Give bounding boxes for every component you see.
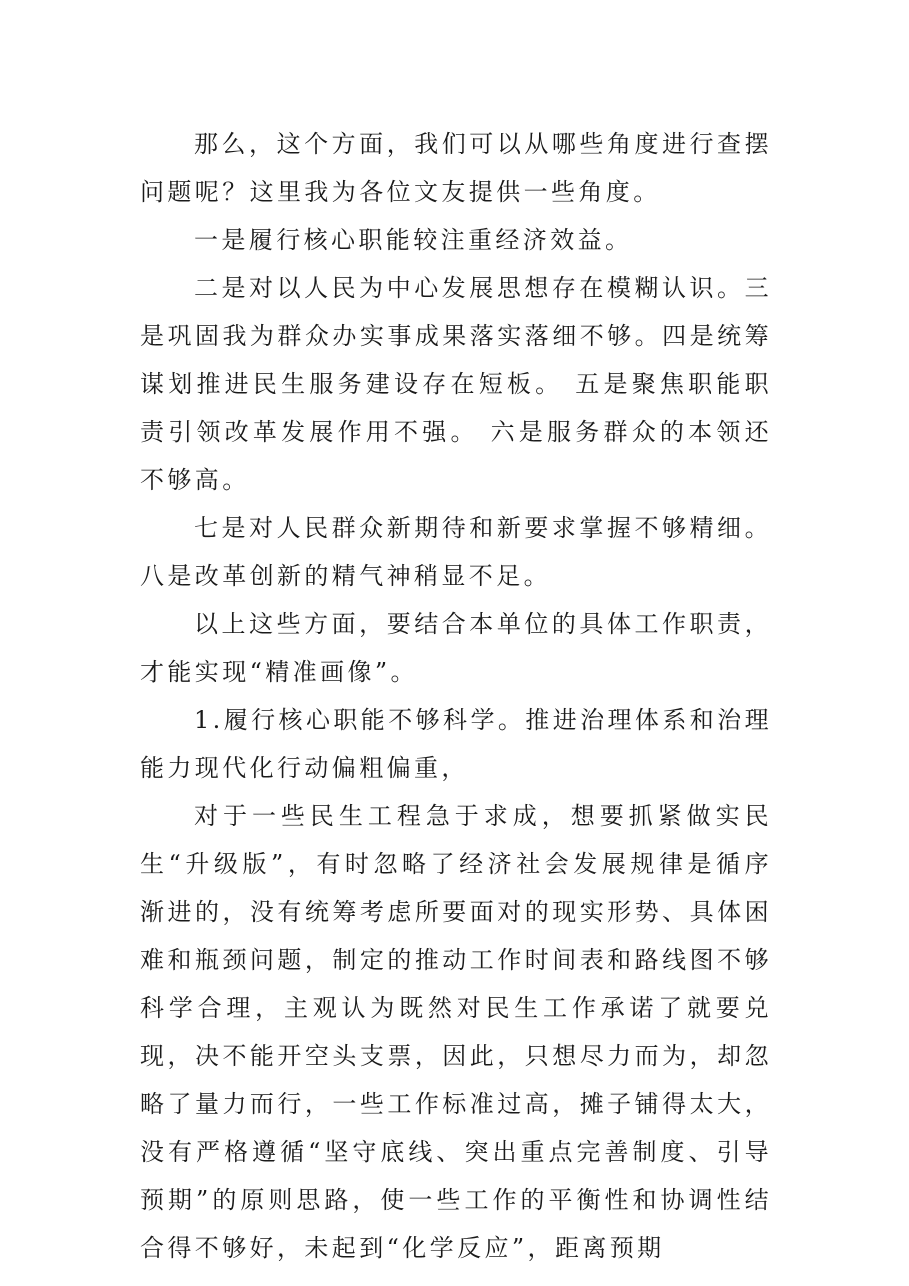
paragraph-point-one: 一是履行核心职能较注重经济效益。 xyxy=(194,226,633,254)
paragraph-points-seven-eight: 七是对人民群众新期待和新要求掌握不够精细。八是改革创新的精气神稍显不足。 xyxy=(140,514,772,590)
paragraph-summary: 以上这些方面，要结合本单位的具体工作职责，才能实现“精准画像”。 xyxy=(140,610,772,686)
paragraph-item-one-heading: 1.履行核心职能不够科学。推进治理体系和治理能力现代化行动偏粗偏重， xyxy=(140,706,772,782)
paragraph-item-one-body: 对于一些民生工程急于求成，想要抓紧做实民生“升级版”，有时忽略了经济社会发展规律是循序渐进的，没有统筹考虑所要面对的现实形势、具体困难和瓶颈问题，制定的推动工作时间表和路线图不够科学合理，主观认为既然对民生工作承诺了就要兑现，决不能开空头支票，因此，只想尽力而为，却忽略了量力而行，一些工作标准过高，摊子铺得太大，没有严格遵循“坚守底线、突出重点完善制度、引导预期”的原则思路，使一些工作的平衡性和协调性结合得不够好，未起到“化学反应”，距离预期 xyxy=(140,802,772,1262)
document-page xyxy=(140,120,772,1272)
paragraph-points-two-to-six: 二是对以人民为中心发展思想存在模糊认识。三是巩固我为群众办实事成果落实落细不够。四是统筹谋划推进民生服务建设存在短板。 五是聚焦职能职责引领改革发展作用不强。 六是服务群众的本领还不够高。 xyxy=(140,274,772,494)
paragraph-intro-question: 那么，这个方面，我们可以从哪些角度进行查摆问题呢？这里我为各位文友提供一些角度。 xyxy=(140,130,772,206)
